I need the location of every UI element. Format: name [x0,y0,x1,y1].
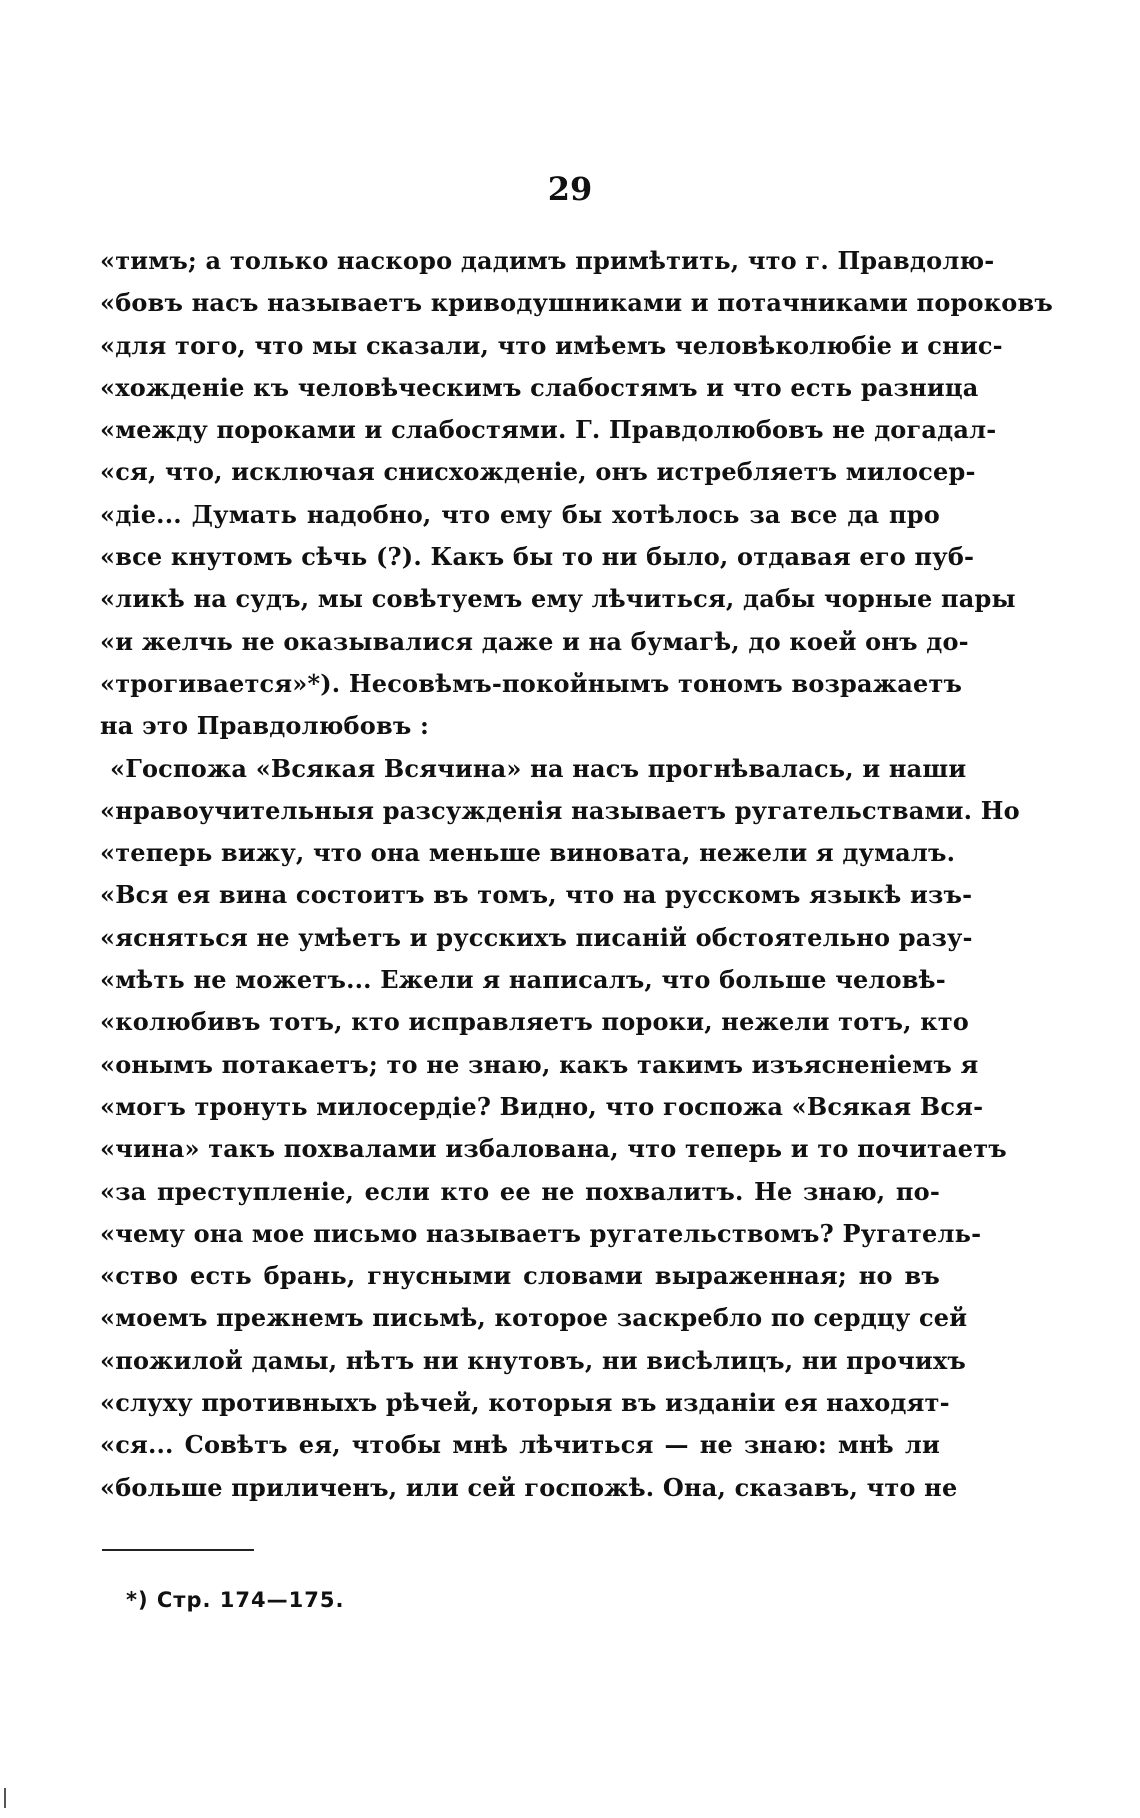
text-line: «тимъ; а только наскоро дадимъ примѣтить, что г. Правдолю- [100,246,995,275]
text-line: «моемъ прежнемъ письмѣ, которое заскребло по сердцу сей [100,1303,968,1333]
footnote: *) Стр. 174—175. [126,1588,345,1612]
text-line: «мѣть не можетъ... Ежели я написалъ, что больше человѣ- [100,965,946,995]
text-line: «чему она мое письмо называетъ ругательствомъ? Ругатель- [100,1218,982,1248]
text-line: на это Правдолюбовъ : [100,711,430,741]
text-line: «нравоучительныя разсужденія называетъ ругательствами. Но [100,795,1020,825]
text-line: «пожилой дамы, нѣтъ ни кнутовъ, ни висѣлицъ, ни прочихъ [100,1345,967,1375]
text-line: «ство есть брань, гнусными словами выраженная; но въ [100,1261,940,1291]
text-line: «трогивается»*). Несовѣмъ-покойнымъ тономъ возражаетъ [100,668,963,698]
text-line: «Госпожа «Всякая Всячина» на насъ прогнѣвалась, и наши [110,753,967,783]
text-line: «между пороками и слабостями. Г. Правдолюбовъ не догадал- [100,415,997,445]
scan-margin-mark [4,1788,6,1808]
text-line: «онымъ потакаетъ; то не знаю, какъ такимъ изъясненіемъ я [100,1049,979,1079]
text-line: «діе... Думать надобно, что ему бы хотѣлось за все да про [100,499,940,529]
text-line: «чина» такъ похвалами избалована, что теперь и то почитаетъ [100,1134,1007,1164]
text-line: «и желчь не оказывалися даже и на бумагѣ, до коей онъ до- [100,626,969,656]
text-line: «ся, что, исключая снисхожденіе, онъ истребляетъ милосер- [100,457,976,487]
text-line: «ликѣ на судъ, мы совѣтуемъ ему лѣчиться, дабы чорные пары [100,584,1016,614]
text-line: «для того, что мы сказали, что имѣемъ человѣколюбіе и снис- [100,330,1003,360]
body-text [100,240,1053,1509]
text-line: «хожденіе къ человѣческимъ слабостямъ и что есть разница [100,372,979,402]
text-line: «колюбивъ тотъ, кто исправляетъ пороки, нежели тотъ, кто [100,1007,970,1037]
text-line: «ся... Совѣтъ ея, чтобы мнѣ лѣчиться — не знаю: мнѣ ли [100,1430,940,1460]
page-number: 29 [547,170,593,208]
text-line: «больше приличенъ, или сей госпожѣ. Она, сказавъ, что не [100,1472,958,1502]
text-line: «все кнутомъ сѣчь (?). Какъ бы то ни было, отдавая его пуб- [100,542,975,572]
text-line: «за преступленіе, если кто ее не похвалитъ. Не знаю, по- [100,1176,940,1206]
footnote-divider [102,1549,254,1551]
text-line: «слуху противныхъ рѣчей, которыя въ изданіи ея находят- [100,1388,950,1418]
text-line: «Вся ея вина состоитъ въ томъ, что на русскомъ языкѣ изъ- [100,880,973,910]
text-line: «ясняться не умѣетъ и русскихъ писаній обстоятельно разу- [100,922,973,952]
text-line: «могъ тронуть милосердіе? Видно, что госпожа «Всякая Вся- [100,1091,984,1121]
text-line: «бовъ насъ называетъ криводушниками и потачниками пороковъ [100,288,1053,318]
text-line: «теперь вижу, что она меньше виновата, нежели я думалъ. [100,838,956,868]
